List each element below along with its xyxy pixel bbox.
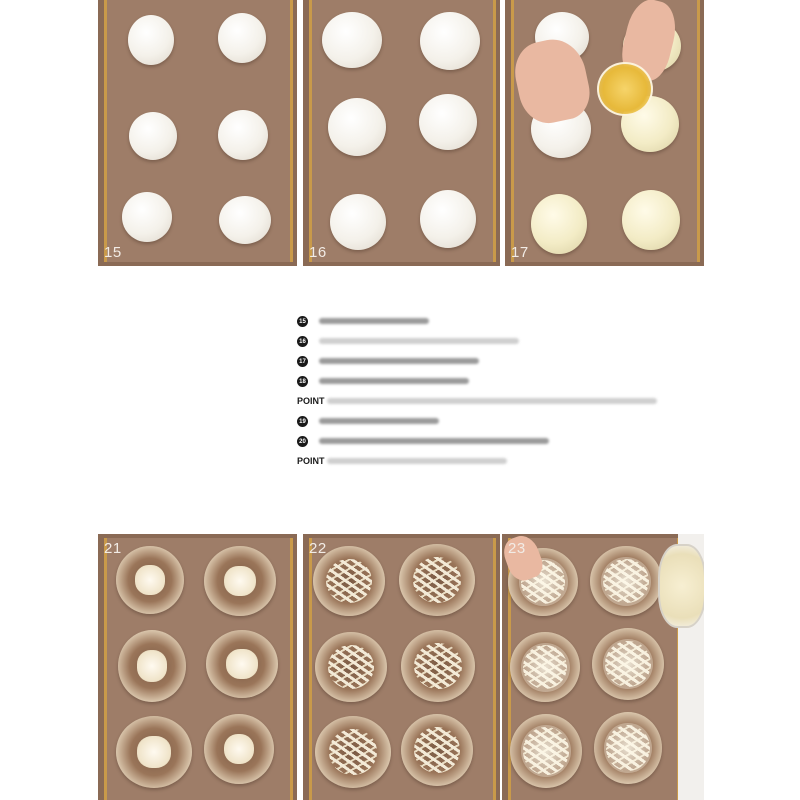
dough-ball [219, 196, 271, 244]
step-number: 16 [309, 244, 327, 261]
dough-ball [122, 192, 172, 242]
mini-pizza [315, 632, 387, 702]
step-marker: 18 [297, 376, 308, 387]
instruction-text [319, 355, 479, 368]
instruction-text [327, 455, 507, 468]
mini-pizza [118, 630, 186, 702]
dough-ball [322, 12, 382, 68]
mini-pizza [204, 714, 274, 784]
instruction-text [319, 375, 469, 388]
mini-pizza [401, 714, 473, 786]
mini-pizza [399, 544, 475, 616]
mini-pizza [510, 714, 582, 788]
step-marker: 20 [297, 436, 308, 447]
instruction-text [327, 395, 657, 408]
instruction-row [297, 375, 657, 388]
photo-step-15 [98, 0, 297, 266]
photo-step-16 [303, 0, 500, 266]
dough-ball [420, 12, 480, 70]
step-number: 22 [309, 540, 327, 557]
step-marker: 15 [297, 316, 308, 327]
photo-step-23 [502, 534, 704, 800]
instruction-row [297, 355, 657, 368]
step-number: 21 [104, 540, 122, 557]
photo-step-17 [505, 0, 704, 266]
mini-pizza [592, 628, 664, 700]
instruction-text [319, 335, 519, 348]
step-number: 23 [508, 540, 526, 557]
instruction-text [319, 415, 439, 428]
instruction-row [297, 335, 657, 348]
instruction-row [297, 455, 657, 468]
mini-pizza [401, 630, 475, 702]
mini-pizza [116, 546, 184, 614]
dough-ball [330, 194, 386, 250]
dough-ball [129, 112, 177, 160]
mini-pizza [206, 630, 278, 698]
blurred-text-bar [319, 318, 429, 324]
dough-ball [419, 94, 477, 150]
point-label: POINT [297, 396, 325, 406]
instruction-row [297, 395, 657, 408]
dough-ball [218, 110, 268, 160]
blurred-text-bar [319, 378, 469, 384]
dough-ball [531, 194, 587, 254]
mini-pizza [510, 632, 580, 702]
step-number: 17 [511, 244, 529, 261]
dough-ball [218, 13, 266, 63]
step-marker: 17 [297, 356, 308, 367]
point-label: POINT [297, 456, 325, 466]
dough-ball [328, 98, 386, 156]
mini-pizza [590, 546, 662, 616]
instruction-row [297, 315, 657, 328]
instruction-list [297, 315, 657, 475]
photo-step-21 [98, 534, 297, 800]
blurred-text-bar [319, 338, 519, 344]
oil-bowl [597, 62, 653, 116]
parmesan-bowl [658, 544, 704, 628]
instruction-row [297, 435, 657, 448]
step-number: 15 [104, 244, 122, 261]
blurred-text-bar [327, 458, 507, 464]
dough-ball [420, 190, 476, 248]
blurred-text-bar [319, 358, 479, 364]
blurred-text-bar [319, 438, 549, 444]
mini-pizza [116, 716, 192, 788]
blurred-text-bar [327, 398, 657, 404]
blurred-text-bar [319, 418, 439, 424]
step-marker: 19 [297, 416, 308, 427]
photo-step-22 [303, 534, 500, 800]
dough-ball [128, 15, 174, 65]
instruction-row [297, 415, 657, 428]
instruction-text [319, 315, 429, 328]
mini-pizza [204, 546, 276, 616]
mini-pizza [594, 712, 662, 784]
dough-ball [622, 190, 680, 250]
mini-pizza [315, 716, 391, 788]
step-marker: 16 [297, 336, 308, 347]
instruction-text [319, 435, 549, 448]
